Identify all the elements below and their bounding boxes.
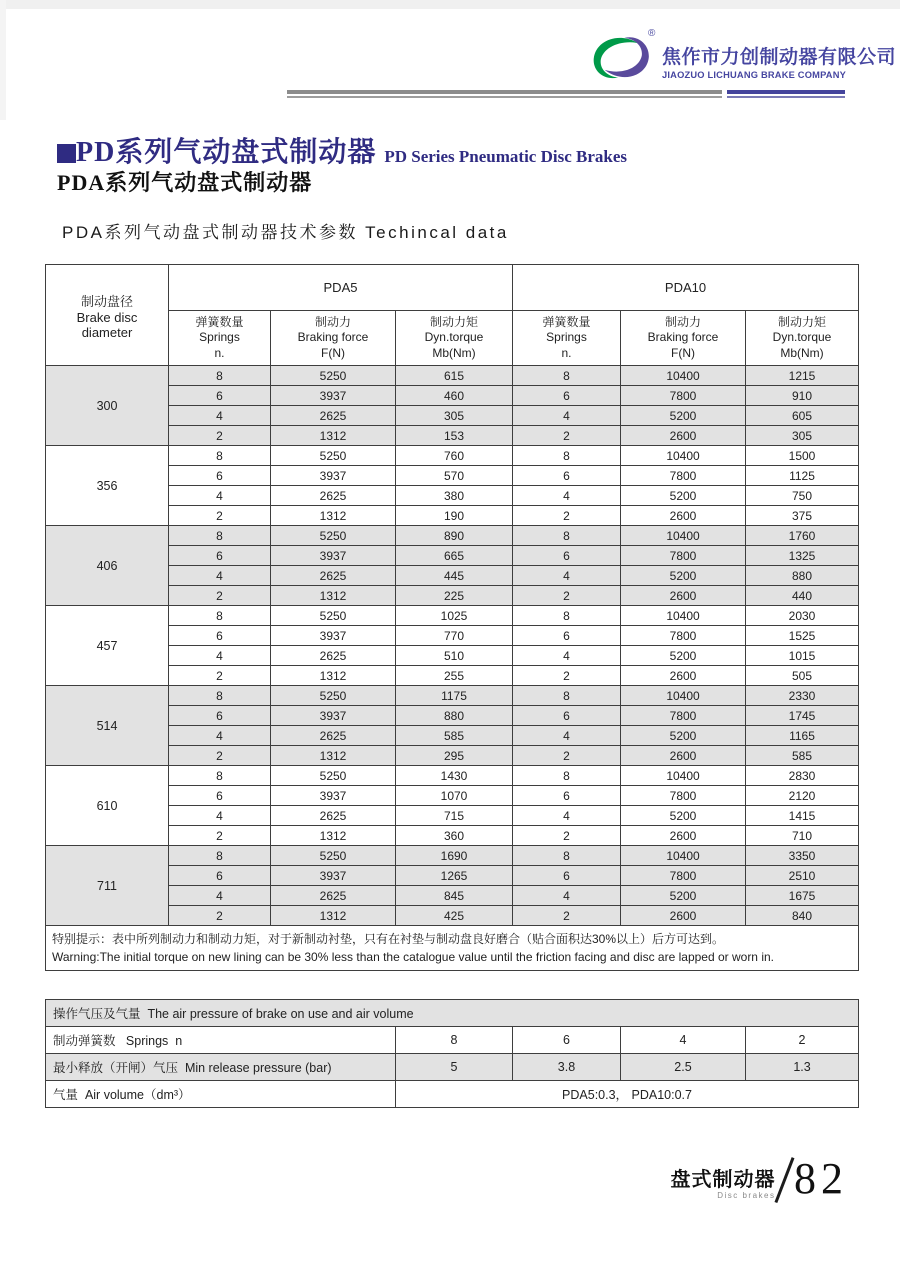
- data-cell: 4: [513, 806, 621, 826]
- table-head: [46, 265, 859, 366]
- data-cell: 1312: [271, 666, 396, 686]
- data-cell: 1760: [746, 526, 859, 546]
- data-cell: 715: [396, 806, 513, 826]
- data-cell: 10400: [621, 526, 746, 546]
- springs-value: 4: [621, 1027, 746, 1054]
- data-cell: 2: [169, 666, 271, 686]
- data-cell: 1312: [271, 746, 396, 766]
- diameter-cell: 406: [46, 526, 169, 606]
- data-cell: 2: [513, 426, 621, 446]
- data-cell: 10400: [621, 686, 746, 706]
- data-cell: 8: [513, 686, 621, 706]
- subheader-dyn-torque: 制动力矩 Dyn.torque Mb(Nm): [396, 311, 513, 366]
- data-cell: 510: [396, 646, 513, 666]
- data-row: [46, 766, 859, 786]
- data-cell: 7800: [621, 786, 746, 806]
- data-cell: 2600: [621, 826, 746, 846]
- data-cell: 305: [746, 426, 859, 446]
- data-cell: 255: [396, 666, 513, 686]
- data-cell: 2600: [621, 746, 746, 766]
- data-cell: 2: [513, 506, 621, 526]
- data-cell: 2600: [621, 666, 746, 686]
- diameter-cell: 300: [46, 366, 169, 446]
- data-cell: 8: [169, 366, 271, 386]
- data-cell: 1745: [746, 706, 859, 726]
- data-cell: 8: [169, 686, 271, 706]
- data-cell: 1312: [271, 586, 396, 606]
- data-cell: 6: [513, 386, 621, 406]
- data-cell: 1125: [746, 466, 859, 486]
- data-cell: 3937: [271, 786, 396, 806]
- diameter-cell: 457: [46, 606, 169, 686]
- data-cell: 1215: [746, 366, 859, 386]
- data-cell: 1312: [271, 506, 396, 526]
- data-cell: 1015: [746, 646, 859, 666]
- data-cell: 2510: [746, 866, 859, 886]
- data-cell: 225: [396, 586, 513, 606]
- data-cell: 665: [396, 546, 513, 566]
- note-cell: 特别提示：表中所列制动力和制动力矩，对于新制动衬垫，只有在衬垫与制动盘良好磨合（贴合面积达30%以上）后方可达到。 Warning:The initial torque on new lining can be 30% less than the catalogue value until the friction facing and disc are lapped or worn in.: [46, 926, 859, 971]
- data-cell: 153: [396, 426, 513, 446]
- registered-trademark-icon: ®: [648, 28, 656, 39]
- data-cell: 5250: [271, 686, 396, 706]
- data-cell: 6: [169, 386, 271, 406]
- springs-value: 6: [513, 1027, 621, 1054]
- data-cell: 8: [169, 526, 271, 546]
- data-cell: 7800: [621, 546, 746, 566]
- header-pda10: PDA10: [513, 265, 859, 311]
- footer-page-number: 82: [794, 1154, 848, 1203]
- data-cell: 7800: [621, 626, 746, 646]
- data-cell: 8: [513, 606, 621, 626]
- data-cell: 7800: [621, 706, 746, 726]
- data-cell: 8: [513, 846, 621, 866]
- data-cell: 6: [513, 466, 621, 486]
- page-title: [57, 130, 627, 170]
- data-cell: 5250: [271, 366, 396, 386]
- data-cell: 10400: [621, 846, 746, 866]
- data-row: [46, 526, 859, 546]
- table-body: [46, 366, 859, 971]
- release-pressure-value: 5: [396, 1054, 513, 1081]
- subtitle-cn: PDA系列气动盘式制动器: [57, 170, 313, 195]
- subheader-braking-force: 制动力 Braking force F(N): [621, 311, 746, 366]
- footer-label-cn: 盘式制动器: [670, 1169, 776, 1191]
- data-cell: 380: [396, 486, 513, 506]
- data-cell: 910: [746, 386, 859, 406]
- springs-value: 2: [746, 1027, 859, 1054]
- data-row: [46, 846, 859, 866]
- subheader-braking-force: 制动力 Braking force F(N): [271, 311, 396, 366]
- data-cell: 1165: [746, 726, 859, 746]
- header-pda5: PDA5: [169, 265, 513, 311]
- data-cell: 845: [396, 886, 513, 906]
- data-cell: 6: [513, 546, 621, 566]
- data-cell: 8: [513, 526, 621, 546]
- company-name-block: [662, 42, 897, 80]
- square-bullet-icon: [57, 144, 76, 163]
- data-cell: 2625: [271, 646, 396, 666]
- data-cell: 1265: [396, 866, 513, 886]
- data-cell: 5200: [621, 726, 746, 746]
- data-cell: 2625: [271, 406, 396, 426]
- header-rule-purple: [727, 90, 845, 98]
- data-cell: 3937: [271, 546, 396, 566]
- data-cell: 295: [396, 746, 513, 766]
- data-cell: 2: [169, 826, 271, 846]
- data-cell: 460: [396, 386, 513, 406]
- data-cell: 8: [169, 766, 271, 786]
- release-pressure-value: 2.5: [621, 1054, 746, 1081]
- data-row: [46, 606, 859, 626]
- data-cell: 445: [396, 566, 513, 586]
- data-cell: 10400: [621, 366, 746, 386]
- company-name-cn: 焦作市力创制动器有限公司: [662, 47, 897, 68]
- data-cell: 375: [746, 506, 859, 526]
- data-cell: 615: [396, 366, 513, 386]
- data-cell: 4: [169, 886, 271, 906]
- data-cell: 4: [169, 646, 271, 666]
- main-title-en: PD Series Pneumatic Disc Brakes: [384, 147, 628, 166]
- scan-left-edge: [0, 0, 6, 120]
- release-pressure-value: 1.3: [746, 1054, 859, 1081]
- release-pressure-label: 最小释放（开闸）气压 Min release pressure (bar): [46, 1054, 396, 1081]
- data-cell: 8: [513, 766, 621, 786]
- data-cell: 2030: [746, 606, 859, 626]
- diameter-cell: 356: [46, 446, 169, 526]
- data-cell: 8: [513, 446, 621, 466]
- data-cell: 880: [746, 566, 859, 586]
- data-cell: 7800: [621, 466, 746, 486]
- data-cell: 2625: [271, 566, 396, 586]
- data-cell: 4: [513, 726, 621, 746]
- data-cell: 2600: [621, 586, 746, 606]
- data-cell: 425: [396, 906, 513, 926]
- data-cell: 360: [396, 826, 513, 846]
- data-cell: 4: [169, 406, 271, 426]
- data-cell: 2600: [621, 426, 746, 446]
- data-cell: 2625: [271, 726, 396, 746]
- main-title-cn: PD系列气动盘式制动器: [76, 137, 377, 168]
- data-cell: 1025: [396, 606, 513, 626]
- diameter-cell: 514: [46, 686, 169, 766]
- data-cell: 2830: [746, 766, 859, 786]
- data-cell: 570: [396, 466, 513, 486]
- data-cell: 1312: [271, 906, 396, 926]
- pressure-volume-table: [45, 999, 859, 1108]
- data-cell: 1415: [746, 806, 859, 826]
- data-cell: 2330: [746, 686, 859, 706]
- header-brake-disc-diameter: 制动盘径 Brake disc diameter: [46, 265, 169, 366]
- data-cell: 2: [513, 666, 621, 686]
- data-cell: 6: [169, 626, 271, 646]
- data-cell: 5200: [621, 486, 746, 506]
- data-cell: 8: [169, 846, 271, 866]
- data-cell: 4: [169, 486, 271, 506]
- data-cell: 585: [746, 746, 859, 766]
- footer-label-block: [671, 1156, 776, 1200]
- data-cell: 1690: [396, 846, 513, 866]
- data-cell: 1525: [746, 626, 859, 646]
- note-row: [46, 926, 859, 971]
- data-cell: 2: [169, 906, 271, 926]
- data-cell: 2: [169, 506, 271, 526]
- data-cell: 5250: [271, 526, 396, 546]
- data-cell: 7800: [621, 386, 746, 406]
- data-cell: 2600: [621, 906, 746, 926]
- data-cell: 190: [396, 506, 513, 526]
- data-cell: 6: [169, 546, 271, 566]
- data-cell: 5250: [271, 766, 396, 786]
- data-cell: 6: [513, 786, 621, 806]
- data-cell: 1500: [746, 446, 859, 466]
- company-logo: [588, 30, 652, 88]
- data-cell: 4: [513, 486, 621, 506]
- data-cell: 2600: [621, 506, 746, 526]
- data-cell: 505: [746, 666, 859, 686]
- data-cell: 2625: [271, 486, 396, 506]
- data-cell: 770: [396, 626, 513, 646]
- data-cell: 3350: [746, 846, 859, 866]
- pressure-table-body: [46, 1000, 859, 1108]
- data-cell: 750: [746, 486, 859, 506]
- data-cell: 6: [513, 866, 621, 886]
- data-cell: 2: [513, 746, 621, 766]
- subheader-dyn-torque: 制动力矩 Dyn.torque Mb(Nm): [746, 311, 859, 366]
- header-rule-gray: [287, 90, 722, 98]
- data-cell: 305: [396, 406, 513, 426]
- data-cell: 4: [169, 806, 271, 826]
- data-row: [46, 366, 859, 386]
- data-cell: 3937: [271, 866, 396, 886]
- diameter-cell: 711: [46, 846, 169, 926]
- data-cell: 5200: [621, 886, 746, 906]
- data-cell: 2: [169, 746, 271, 766]
- data-cell: 890: [396, 526, 513, 546]
- air-volume-label: 气量 Air volume（dm³）: [46, 1081, 396, 1108]
- backslash-divider-icon: [774, 1157, 794, 1203]
- data-cell: 3937: [271, 706, 396, 726]
- data-cell: 605: [746, 406, 859, 426]
- page-footer: [671, 1156, 849, 1204]
- data-cell: 1325: [746, 546, 859, 566]
- data-cell: 5250: [271, 846, 396, 866]
- data-cell: 1675: [746, 886, 859, 906]
- data-cell: 710: [746, 826, 859, 846]
- data-cell: 8: [513, 366, 621, 386]
- data-cell: 8: [169, 606, 271, 626]
- data-cell: 880: [396, 706, 513, 726]
- data-cell: 2: [513, 906, 621, 926]
- data-cell: 6: [513, 626, 621, 646]
- data-cell: 5200: [621, 566, 746, 586]
- data-cell: 440: [746, 586, 859, 606]
- data-cell: 6: [513, 706, 621, 726]
- data-cell: 1312: [271, 826, 396, 846]
- data-cell: 1070: [396, 786, 513, 806]
- data-cell: 10400: [621, 766, 746, 786]
- technical-data-table: [45, 264, 859, 971]
- springs-value: 8: [396, 1027, 513, 1054]
- data-cell: 6: [169, 786, 271, 806]
- data-cell: 3937: [271, 386, 396, 406]
- data-row: [46, 446, 859, 466]
- data-cell: 1430: [396, 766, 513, 786]
- data-cell: 4: [169, 726, 271, 746]
- data-cell: 1312: [271, 426, 396, 446]
- lichuang-swirl-icon: [588, 30, 652, 88]
- company-name-en: JIAOZUO LICHUANG BRAKE COMPANY: [662, 70, 847, 80]
- data-cell: 1175: [396, 686, 513, 706]
- data-cell: 5250: [271, 606, 396, 626]
- section-title: PDA系列气动盘式制动器技术参数 Techincal data: [62, 223, 509, 242]
- data-cell: 2: [513, 826, 621, 846]
- release-pressure-value: 3.8: [513, 1054, 621, 1081]
- data-cell: 3937: [271, 626, 396, 646]
- data-cell: 4: [513, 886, 621, 906]
- data-cell: 2: [169, 586, 271, 606]
- data-cell: 2625: [271, 806, 396, 826]
- data-cell: 5200: [621, 646, 746, 666]
- data-cell: 4: [513, 646, 621, 666]
- data-cell: 5250: [271, 446, 396, 466]
- data-cell: 2: [169, 426, 271, 446]
- data-cell: 6: [169, 706, 271, 726]
- data-cell: 5200: [621, 806, 746, 826]
- data-cell: 2120: [746, 786, 859, 806]
- data-cell: 6: [169, 866, 271, 886]
- data-cell: 4: [169, 566, 271, 586]
- pressure-section-header: 操作气压及气量 The air pressure of brake on use and air volume: [46, 1000, 859, 1027]
- data-row: [46, 686, 859, 706]
- data-cell: 6: [169, 466, 271, 486]
- data-cell: 840: [746, 906, 859, 926]
- data-cell: 2625: [271, 886, 396, 906]
- subheader-springs: 弹簧数量 Springs n.: [513, 311, 621, 366]
- air-volume-value: PDA5:0.3， PDA10:0.7: [396, 1081, 859, 1108]
- data-cell: 7800: [621, 866, 746, 886]
- data-cell: 2: [513, 586, 621, 606]
- springs-label: 制动弹簧数 Springs n: [46, 1027, 396, 1054]
- data-cell: 3937: [271, 466, 396, 486]
- data-cell: 10400: [621, 446, 746, 466]
- data-cell: 8: [169, 446, 271, 466]
- scan-top-edge: [0, 0, 900, 9]
- data-cell: 5200: [621, 406, 746, 426]
- data-cell: 4: [513, 406, 621, 426]
- data-cell: 585: [396, 726, 513, 746]
- footer-label-en: Disc brakes: [717, 1191, 776, 1200]
- diameter-cell: 610: [46, 766, 169, 846]
- data-cell: 10400: [621, 606, 746, 626]
- data-cell: 760: [396, 446, 513, 466]
- subheader-springs: 弹簧数量 Springs n.: [169, 311, 271, 366]
- data-cell: 4: [513, 566, 621, 586]
